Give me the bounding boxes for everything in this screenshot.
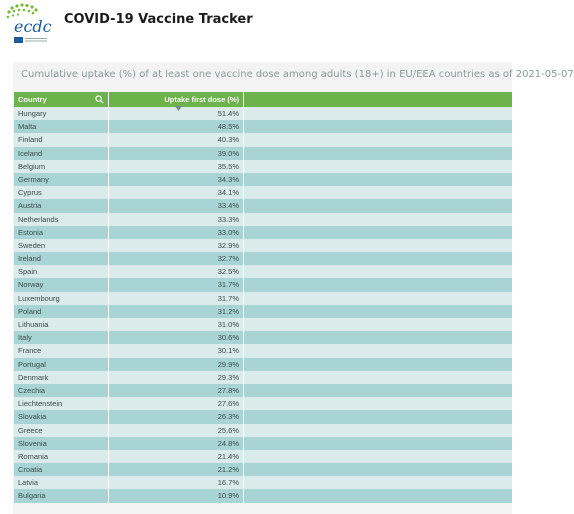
table-row[interactable] <box>14 305 512 318</box>
empty-cell <box>244 489 512 502</box>
uptake-value: 31.2% <box>217 306 239 316</box>
chart-title: Cumulative uptake (%) of at least one vaccine dose among adults (18+) in EU/EEA countries as of 2021-05-07 <box>21 69 574 80</box>
country-cell: Norway <box>14 278 109 291</box>
table-row[interactable] <box>14 265 512 278</box>
empty-cell <box>244 226 512 239</box>
svg-text:ecdc: ecdc <box>14 17 52 36</box>
country-cell: Poland <box>14 305 109 318</box>
uptake-cell <box>109 278 244 291</box>
empty-cell <box>244 147 512 160</box>
uptake-value: 40.3% <box>217 135 239 145</box>
table-row[interactable] <box>14 476 512 489</box>
uptake-value: 48.5% <box>217 122 239 132</box>
table-row[interactable] <box>14 424 512 437</box>
table-row[interactable] <box>14 252 512 265</box>
table-row[interactable] <box>14 318 512 331</box>
table-row[interactable] <box>14 358 512 371</box>
app-header <box>0 0 512 50</box>
uptake-cell <box>109 213 244 226</box>
uptake-cell <box>109 424 244 437</box>
empty-cell <box>244 278 512 291</box>
uptake-cell <box>109 120 244 133</box>
uptake-value: 31.7% <box>217 280 239 290</box>
country-cell: Slovakia <box>14 410 109 423</box>
country-cell: Liechtenstein <box>14 397 109 410</box>
uptake-value: 33.0% <box>217 227 239 237</box>
uptake-cell <box>109 226 244 239</box>
country-cell: Sweden <box>14 239 109 252</box>
country-cell: Slovenia <box>14 437 109 450</box>
uptake-value: 32.7% <box>217 254 239 264</box>
uptake-value: 16.7% <box>217 478 239 488</box>
empty-cell <box>244 397 512 410</box>
country-cell: Ireland <box>14 252 109 265</box>
uptake-value: 31.7% <box>217 293 239 303</box>
empty-cell <box>244 358 512 371</box>
table-row[interactable] <box>14 437 512 450</box>
table-row[interactable] <box>14 463 512 476</box>
country-cell: Romania <box>14 450 109 463</box>
uptake-cell <box>109 450 244 463</box>
empty-cell <box>244 344 512 357</box>
uptake-cell <box>109 358 244 371</box>
column-header-label: Uptake first dose (%) <box>164 95 239 104</box>
empty-cell <box>244 107 512 120</box>
empty-cell <box>244 213 512 226</box>
ecdc-logo-graphic <box>4 2 56 46</box>
uptake-cell <box>109 410 244 423</box>
country-cell: Netherlands <box>14 213 109 226</box>
uptake-cell <box>109 476 244 489</box>
uptake-value: 27.6% <box>217 399 239 409</box>
uptake-cell <box>109 331 244 344</box>
table-row[interactable] <box>14 384 512 397</box>
country-cell: Cyprus <box>14 186 109 199</box>
table-row[interactable] <box>14 292 512 305</box>
uptake-value: 34.1% <box>217 188 239 198</box>
column-header-empty <box>244 92 512 107</box>
app-title: COVID-19 Vaccine Tracker <box>64 12 253 27</box>
empty-cell <box>244 424 512 437</box>
uptake-value: 30.1% <box>217 346 239 356</box>
uptake-value: 51.4% <box>217 109 239 118</box>
uptake-value: 32.9% <box>217 240 239 250</box>
table-row[interactable] <box>14 120 512 133</box>
uptake-cell <box>109 239 244 252</box>
uptake-value: 34.3% <box>217 174 239 184</box>
empty-cell <box>244 371 512 384</box>
empty-cell <box>244 265 512 278</box>
empty-cell <box>244 199 512 212</box>
table-header <box>14 92 512 107</box>
table-row[interactable] <box>14 199 512 212</box>
uptake-cell <box>109 133 244 146</box>
country-cell: Croatia <box>14 463 109 476</box>
sort-descending-icon[interactable] <box>175 106 182 111</box>
country-cell: Hungary <box>14 107 109 120</box>
country-cell: Italy <box>14 331 109 344</box>
country-cell: Portugal <box>14 358 109 371</box>
uptake-value: 31.0% <box>217 320 239 329</box>
table-row[interactable] <box>14 450 512 463</box>
ecdc-logo[interactable] <box>4 2 56 46</box>
uptake-cell <box>109 186 244 199</box>
country-cell: Denmark <box>14 371 109 384</box>
uptake-value: 27.8% <box>217 385 239 395</box>
empty-cell <box>244 173 512 186</box>
uptake-cell <box>109 371 244 384</box>
table-body <box>14 107 512 503</box>
country-cell: Luxembourg <box>14 292 109 305</box>
country-cell: Bulgaria <box>14 489 109 502</box>
table-row[interactable] <box>14 278 512 291</box>
uptake-value: 29.9% <box>217 359 239 369</box>
country-cell: Germany <box>14 173 109 186</box>
uptake-cell <box>109 292 244 305</box>
table-row[interactable] <box>14 173 512 186</box>
uptake-value: 21.4% <box>217 451 239 461</box>
uptake-value: 29.3% <box>217 372 239 382</box>
table-row[interactable] <box>14 226 512 239</box>
uptake-value: 10.9% <box>217 491 239 501</box>
uptake-value: 25.6% <box>217 425 239 435</box>
table-row[interactable] <box>14 186 512 199</box>
empty-cell <box>244 186 512 199</box>
empty-cell <box>244 252 512 265</box>
chart-panel <box>13 62 574 514</box>
uptake-cell <box>109 437 244 450</box>
uptake-table <box>14 92 512 503</box>
country-cell: Latvia <box>14 476 109 489</box>
empty-cell <box>244 331 512 344</box>
table-row[interactable] <box>14 239 512 252</box>
table-row[interactable] <box>14 213 512 226</box>
country-cell: Belgium <box>14 160 109 173</box>
uptake-cell <box>109 489 244 502</box>
table-row[interactable] <box>14 147 512 160</box>
uptake-value: 21.2% <box>217 465 239 475</box>
uptake-cell <box>109 160 244 173</box>
country-cell: Czechia <box>14 384 109 397</box>
uptake-value: 35.5% <box>217 161 239 171</box>
empty-cell <box>244 305 512 318</box>
empty-cell <box>244 160 512 173</box>
uptake-value: 33.4% <box>217 201 239 211</box>
uptake-cell <box>109 463 244 476</box>
empty-cell <box>244 384 512 397</box>
uptake-cell <box>109 305 244 318</box>
uptake-value: 30.6% <box>217 333 239 343</box>
uptake-value: 26.3% <box>217 412 239 422</box>
country-cell: France <box>14 344 109 357</box>
country-cell: Finland <box>14 133 109 146</box>
table-row[interactable] <box>14 371 512 384</box>
uptake-cell <box>109 318 244 331</box>
empty-cell <box>244 292 512 305</box>
column-header-label: Country <box>18 95 47 104</box>
country-cell: Malta <box>14 120 109 133</box>
uptake-cell <box>109 147 244 160</box>
uptake-value: 39.0% <box>217 148 239 158</box>
table-row[interactable] <box>14 397 512 410</box>
table-row[interactable] <box>14 331 512 344</box>
search-icon[interactable] <box>95 95 104 104</box>
empty-cell <box>244 437 512 450</box>
country-cell: Iceland <box>14 147 109 160</box>
country-cell: Greece <box>14 424 109 437</box>
empty-cell <box>244 410 512 423</box>
country-cell: Estonia <box>14 226 109 239</box>
empty-cell <box>244 239 512 252</box>
empty-cell <box>244 450 512 463</box>
uptake-cell <box>109 397 244 410</box>
empty-cell <box>244 476 512 489</box>
table-row[interactable] <box>14 107 512 120</box>
uptake-cell <box>109 252 244 265</box>
column-header-country[interactable] <box>14 92 109 107</box>
table-row[interactable] <box>14 160 512 173</box>
uptake-cell <box>109 199 244 212</box>
country-cell: Spain <box>14 265 109 278</box>
uptake-value: 33.3% <box>217 214 239 224</box>
empty-cell <box>244 318 512 331</box>
uptake-value: 24.8% <box>217 438 239 448</box>
empty-cell <box>244 133 512 146</box>
uptake-cell <box>109 344 244 357</box>
country-cell: Lithuania <box>14 318 109 331</box>
table-row[interactable] <box>14 133 512 146</box>
uptake-value: 32.5% <box>217 267 239 277</box>
uptake-cell <box>109 107 244 120</box>
table-row[interactable] <box>14 344 512 357</box>
uptake-cell <box>109 173 244 186</box>
column-header-uptake[interactable] <box>109 92 244 107</box>
table-row[interactable] <box>14 489 512 502</box>
empty-cell <box>244 120 512 133</box>
uptake-cell <box>109 265 244 278</box>
table-row[interactable] <box>14 410 512 423</box>
country-cell: Austria <box>14 199 109 212</box>
uptake-cell <box>109 384 244 397</box>
empty-cell <box>244 463 512 476</box>
